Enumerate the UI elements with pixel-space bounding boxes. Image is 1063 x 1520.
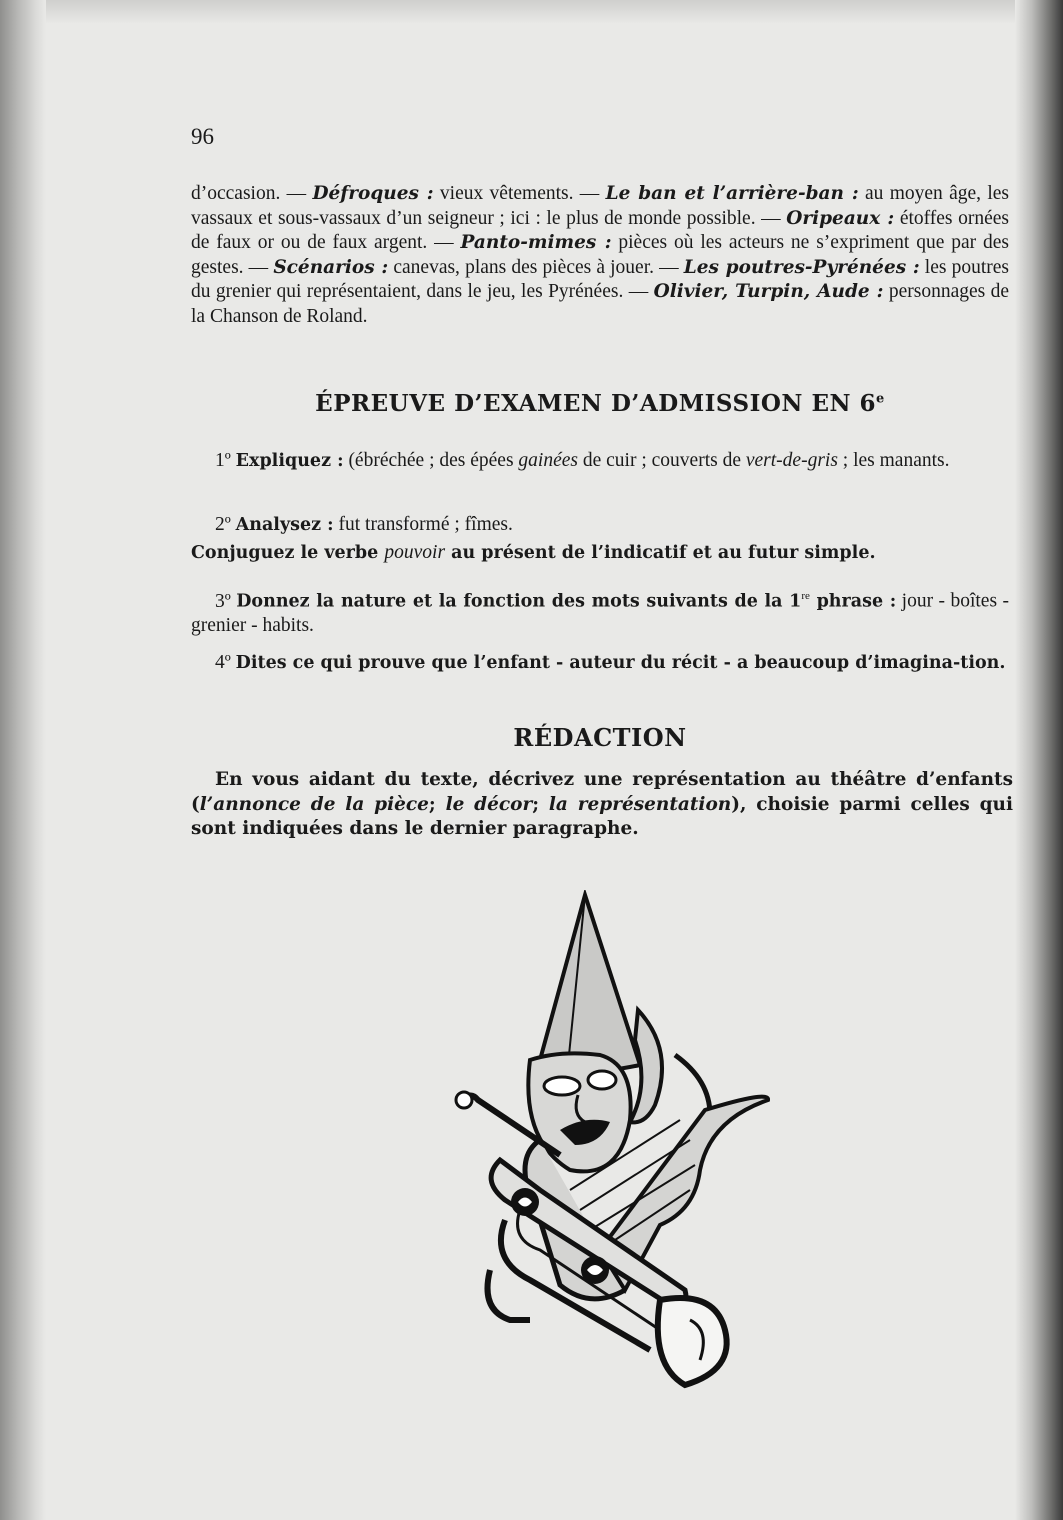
redaction-heading: RÉDACTION bbox=[513, 723, 687, 752]
redaction-prompt: En vous aidant du texte, décrivez une représentation au théâtre d’enfants (l’annonce de la pièce; le décor; la représentation), choisie parmi celles qui sont indiquées dans le dernier paragraphe. bbox=[191, 769, 1013, 839]
glossary-paragraph: d’occasion. — Défroques : vieux vêtements. — Le ban et l’arrière-ban : au moyen âge, les vassaux et sous-vassaux d’un seigneur ; ici : le plus de monde possible. — Oripeaux : étoffes ornées de faux or ou de faux argent. — Panto-mimes : pièces où les acteurs ne s’expriment que par des gestes. — Scénarios : canevas, plans des pièces à jouer. — Les poutres-Pyrénées : les poutres du grenier qui représentaient, dans le jeu, les Pyrénées. — Olivier, Turpin, Aude : personnages de la Chanson de Roland. bbox=[191, 183, 1010, 327]
question-1: 1º Expliquez : (ébréchée ; des épées gainées de cuir ; couverts de vert-de-gris ; les manants. bbox=[215, 450, 950, 471]
glossary-term: Défroques : bbox=[312, 183, 434, 204]
question-4: 4º Dites ce qui prouve que l’enfant - auteur du récit - a beaucoup d’imagina-tion. bbox=[215, 652, 1006, 673]
glossary-term: Scénarios : bbox=[273, 256, 389, 278]
glossary-term: Les poutres-Pyrénées : bbox=[683, 256, 920, 278]
exam-heading: ÉPREUVE D’EXAMEN D’ADMISSION EN 6e bbox=[315, 390, 885, 417]
glossary-term: Le ban et l’arrière-ban : bbox=[605, 183, 859, 204]
glossary-term: Oripeaux : bbox=[786, 207, 895, 229]
page-edge-shadow bbox=[1015, 0, 1063, 1520]
question-3: 3º Donnez la nature et la fonction des mots suivants de la 1re phrase : jour - boîtes - grenier - habits. bbox=[191, 590, 1009, 636]
mask-lyre-trumpet-illustration bbox=[450, 890, 770, 1400]
glossary-term: Olivier, Turpin, Aude : bbox=[653, 281, 884, 302]
question-2-conjugation: Conjuguez le verbe pouvoir au présent de l’indicatif et au futur simple. bbox=[191, 542, 876, 563]
page-gutter-shadow bbox=[0, 0, 46, 1520]
page-top-shadow bbox=[0, 0, 1063, 24]
glossary-term: Panto-mimes : bbox=[460, 232, 612, 253]
page-number: 96 bbox=[191, 124, 214, 149]
question-2: 2º Analysez : fut transformé ; fîmes. bbox=[215, 514, 513, 535]
